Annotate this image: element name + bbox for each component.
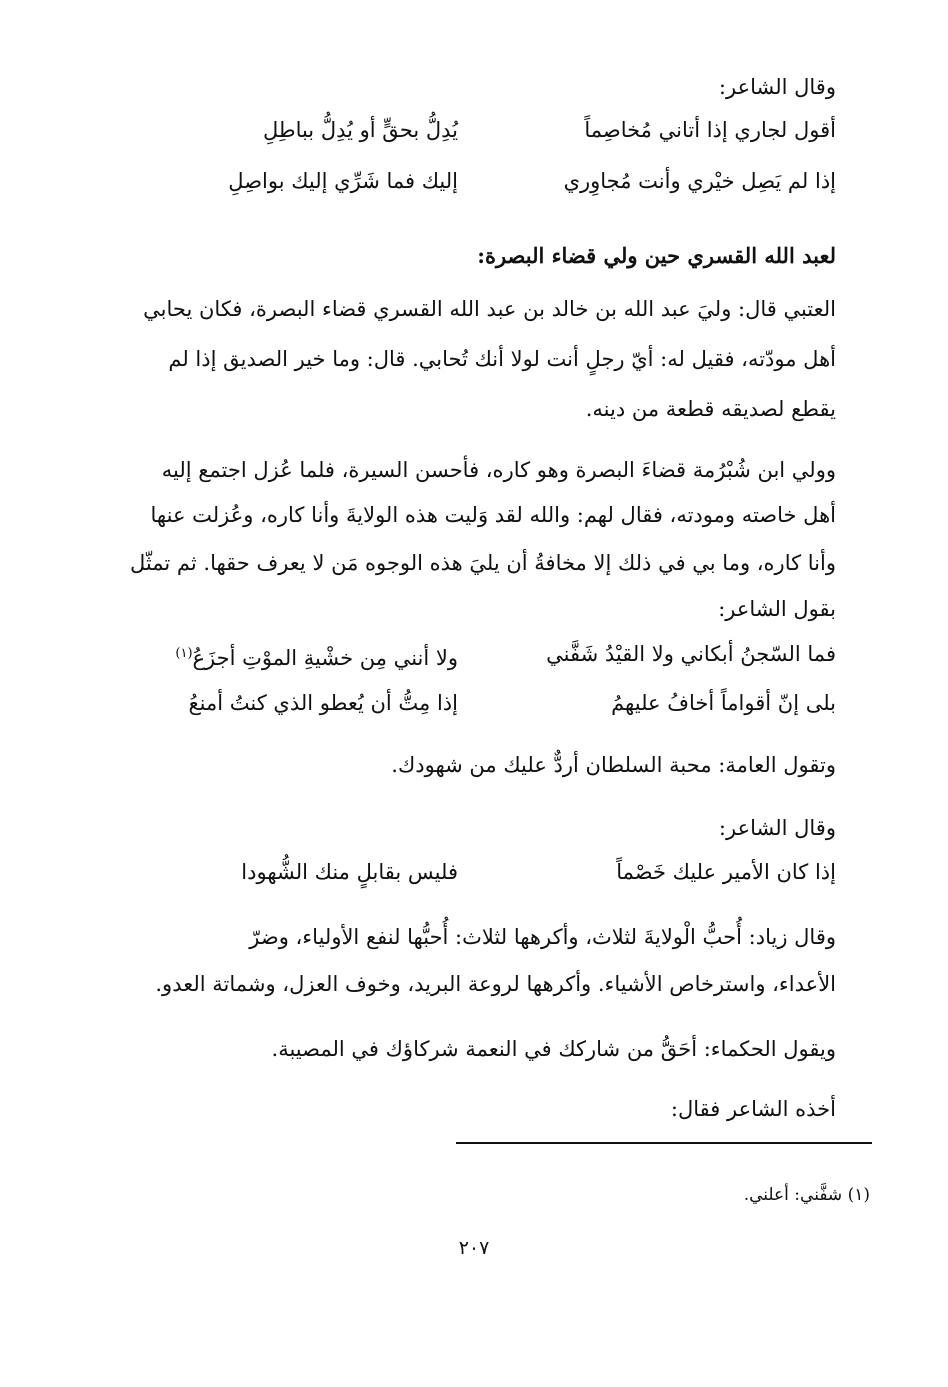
text-line: وأنا كاره، وما بي في ذلك إلا مخافةُ أن يليَ هذه الوجوه مَن لا يعرف حقها. ثم تمثّل: [130, 551, 836, 575]
verse-hemistich: إذا لم يَصِل خيْري وأنت مُجاوِري: [563, 169, 836, 193]
text-line: وقال الشاعر:: [718, 816, 836, 840]
verse-hemistich: بلى إنّ أقواماً أخافُ عليهمُ: [611, 691, 836, 715]
verse-hemistich: أقول لجاري إذا أتاني مُخاصِماً: [584, 118, 836, 142]
verse-hemistich: يُدِلُّ بحقٍّ أو يُدِلُّ بباطِلِ: [262, 118, 458, 142]
verse-hemistich: إذا مِتُّ أن يُعطو الذي كنتُ أمنعُ: [188, 691, 458, 715]
text-line: أخذه الشاعر فقال:: [670, 1097, 836, 1121]
verse-hemistich: فليس بقابلٍ منك الشُّهودا: [241, 860, 458, 884]
text-line: أهل خاصته ومودته، فقال لهم: والله لقد وَليت هذه الولايةَ وأنا كاره، وعُزلت عنها: [150, 503, 836, 527]
text-line: العتبي قال: وليَ عبد الله بن خالد بن عبد الله القسري قضاء البصرة، فكان يحابي: [143, 297, 836, 321]
verse-hemistich: إذا كان الأمير عليك خَصْماً: [616, 860, 836, 884]
verse-hemistich: فما السّجنُ أبكاني ولا القيْدُ شَفَّني: [546, 642, 836, 666]
text-line: وقال زياد: أُحبُّ الْولايةَ لثلاث، وأكرهها لثلاث: أُحبُّها لنفع الأولياء، وضرّ: [249, 925, 836, 949]
verse-hemistich: [175, 639, 458, 673]
verse-hemistich: إليك فما شَرِّي إليك بواصِلِ: [228, 169, 458, 193]
text-line: أهل مودّته، فقيل له: أيّ رجلٍ أنت لولا أنك تُحابي. قال: وما خير الصديق إذا لم: [168, 347, 836, 371]
text-line: بقول الشاعر:: [718, 597, 836, 621]
footnote-marker: (١): [175, 646, 193, 661]
footnote-divider: [456, 1142, 872, 1144]
text-line: وتقول العامة: محبة السلطان أردٌّ عليك من شهودك.: [391, 753, 836, 777]
text-line: وقال الشاعر:: [718, 75, 836, 99]
verse-text: ولا أنني مِن خشْيةِ الموْتِ أجزَعُ: [192, 646, 458, 670]
text-line: ويقول الحكماء: أحَقُّ من شاركك في النعمة شركاؤك في المصيبة.: [271, 1037, 836, 1061]
section-heading: لعبد الله القسري حين ولي قضاء البصرة:: [477, 243, 836, 268]
text-line: وولي ابن شُبْرُمة قضاءَ البصرة وهو كاره، فأحسن السيرة، فلما عُزل اجتمع إليه: [161, 458, 836, 482]
page-number: ٢٠٧: [458, 1237, 490, 1259]
text-line: الأعداء، واسترخاص الأشياء. وأكرهها لروعة البريد، وخوف العزل، وشماتة العدو.: [155, 972, 836, 996]
footnote: (١) شفَّني: أعلني.: [743, 1185, 870, 1205]
text-line: يقطع لصديقه قطعة من دينه.: [585, 397, 836, 421]
